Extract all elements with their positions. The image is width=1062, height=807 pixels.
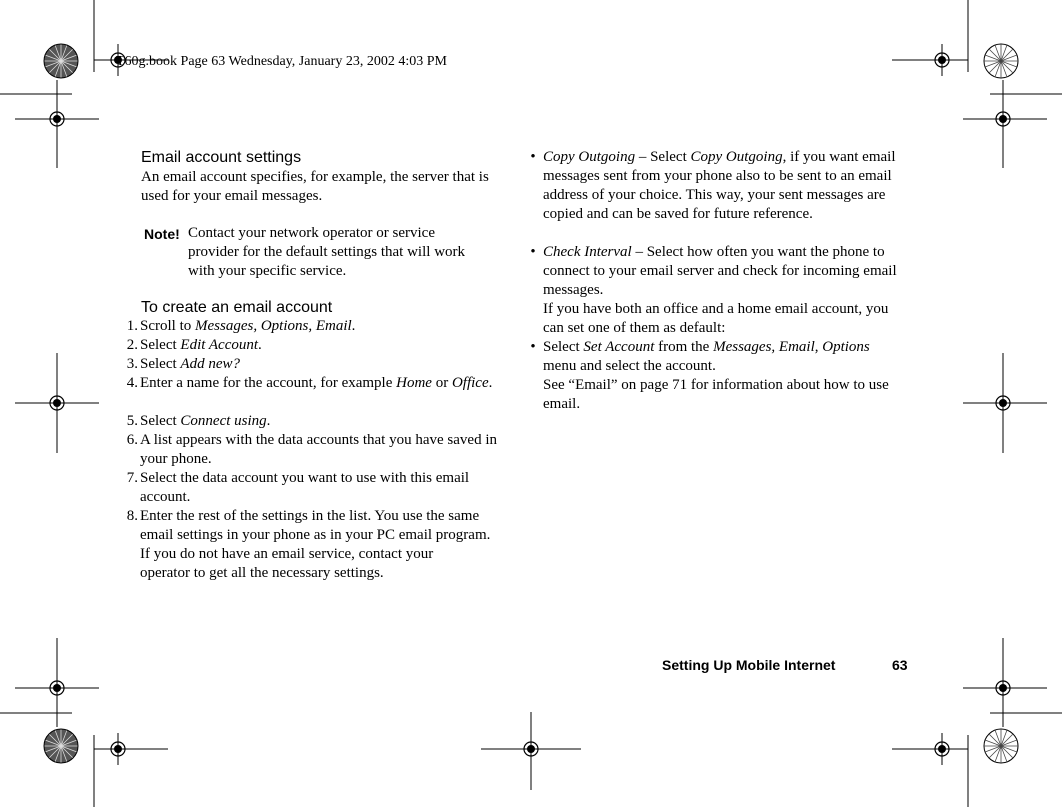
- step-item: [120, 431, 505, 469]
- bullet-item: [527, 243, 905, 338]
- setting-name: Copy Outgoing: [690, 149, 783, 165]
- bullet-text: from the: [654, 339, 714, 355]
- right-bullet-list: [527, 148, 905, 414]
- step-number: 8.: [126, 508, 138, 524]
- bullet-text: ,: [814, 339, 823, 355]
- menu-option: Add new?: [180, 356, 240, 372]
- email-account-settings-heading: Email account settings: [141, 149, 302, 166]
- step-item: [120, 336, 505, 355]
- step-text: Select: [140, 337, 181, 353]
- step-number: 5.: [126, 413, 138, 429]
- bullet-extra-text: See “Email” on page 71 for information about how to use email.: [543, 377, 889, 412]
- book-header: T60g.book Page 63 Wednesday, January 23, 2002 4:03 PM: [116, 54, 447, 69]
- step-number: 3.: [126, 356, 138, 372]
- step-punct: .: [258, 337, 262, 353]
- step-item: [120, 507, 505, 602]
- bullet-text: , if you want email messages sent from your phone also to be sent to an email address of your choice. This way, your sent messages are copied and can be saved for future reference.: [543, 149, 896, 222]
- step-text: Enter a name for the account, for example: [140, 375, 397, 391]
- step-punct: .: [266, 413, 271, 429]
- bullet-icon: •: [530, 149, 536, 165]
- bullet-text: – Select how often you want the phone to connect to your email server and check for incoming email messages.: [543, 244, 897, 298]
- step-number: 2.: [126, 337, 138, 353]
- example-name: Home: [396, 375, 432, 391]
- step-text: or: [431, 375, 452, 391]
- section-title: Setting Up Mobile Internet: [662, 657, 836, 673]
- step-extra-text: If you do not have an email service, contact your operator to get all the necessary settings.: [140, 546, 434, 581]
- page-number: 63: [892, 657, 908, 673]
- step-text: Select: [140, 356, 181, 372]
- note-label: Note!: [144, 226, 180, 242]
- step-text: Select the data account you want to use with this email account.: [140, 470, 470, 505]
- step-number: 7.: [126, 470, 138, 486]
- setting-name: Copy Outgoing: [543, 149, 636, 165]
- step-number: 4.: [126, 375, 138, 391]
- setting-name: Set Account: [583, 339, 655, 355]
- step-text: Enter the rest of the settings in the list. You use the same email settings in your phone as in your PC email program.: [140, 508, 491, 543]
- bullet-text: menu and select the account.: [543, 358, 716, 374]
- step-number: 1.: [126, 318, 138, 334]
- step-text: Select: [140, 413, 181, 429]
- step-text: A list appears with the data accounts that you have saved in your phone.: [140, 432, 497, 467]
- bullet-extra-text: If you have both an office and a home email account, you can set one of them as default:: [543, 301, 889, 336]
- bullet-text: Select: [543, 339, 584, 355]
- steps-list: [120, 317, 505, 602]
- step-item: [120, 355, 505, 374]
- step-punct: .: [351, 318, 356, 334]
- menu-path: Messages, Email: [713, 339, 815, 355]
- step-item: [120, 412, 505, 431]
- step-punct: .: [488, 375, 493, 391]
- step-item: [120, 374, 505, 412]
- bullet-item: [527, 148, 905, 243]
- example-name: Office: [451, 375, 489, 391]
- bullet-icon: •: [530, 244, 536, 260]
- menu-option: Edit Account: [180, 337, 259, 353]
- bullet-icon: •: [530, 339, 536, 355]
- menu-path: Options: [822, 339, 870, 355]
- note-text: Contact your network operator or service provider for the default settings that will work with your specific service.: [188, 225, 466, 279]
- bullet-text: – Select: [635, 149, 691, 165]
- menu-path: Messages, Options, Email: [195, 318, 352, 334]
- setting-name: Check Interval: [543, 244, 632, 260]
- email-intro-paragraph: An email account specifies, for example, the server that is used for your email messages.: [141, 169, 489, 204]
- step-item: [120, 317, 505, 336]
- create-email-account-heading: To create an email account: [141, 299, 333, 316]
- step-item: [120, 469, 505, 507]
- step-text: Scroll to: [140, 318, 195, 334]
- step-number: 6.: [126, 432, 138, 448]
- bullet-item: [527, 338, 905, 414]
- menu-option: Connect using: [180, 413, 267, 429]
